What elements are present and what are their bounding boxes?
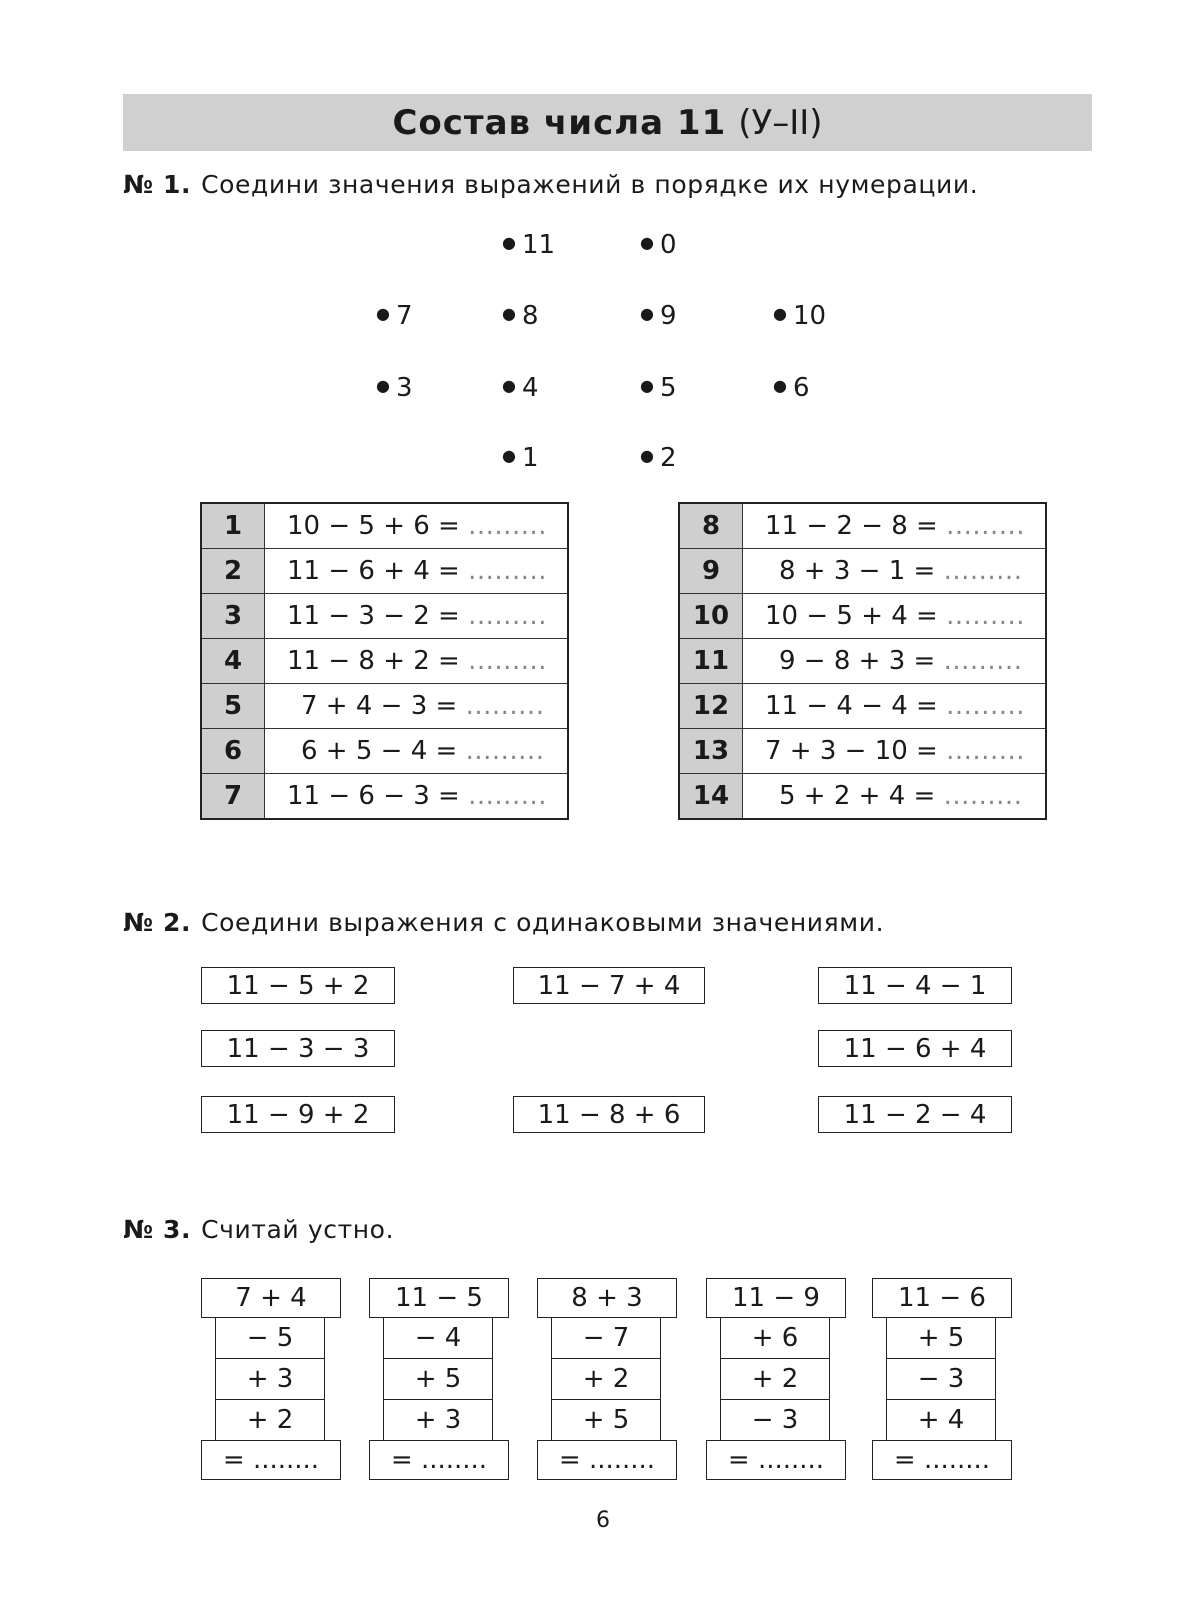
chain-step: + 3 <box>215 1359 325 1400</box>
dot-point[interactable]: ● 0 <box>640 230 677 260</box>
dot-point[interactable]: ● 1 <box>502 443 539 473</box>
task-2-heading <box>123 908 884 937</box>
dot-point[interactable]: ● 8 <box>502 301 539 331</box>
expression: 6 + 5 − 4 = <box>301 736 458 766</box>
table-row: 2 11 − 6 + 4 = ......... <box>201 549 568 594</box>
page-title-band <box>123 94 1092 151</box>
expression-box[interactable]: 11 − 3 − 3 <box>201 1030 395 1067</box>
answer-blank[interactable]: ......... <box>465 691 545 721</box>
answer-blank[interactable]: ......... <box>943 556 1023 586</box>
dot-point[interactable]: ● 6 <box>773 373 810 403</box>
dot-point[interactable]: ● 9 <box>640 301 677 331</box>
chain-start: 8 + 3 <box>537 1278 677 1318</box>
table-row: 3 11 − 3 − 2 = ......... <box>201 594 568 639</box>
answer-blank[interactable]: ......... <box>943 781 1023 811</box>
dot-point[interactable]: ● 2 <box>640 443 677 473</box>
expression-box[interactable]: 11 − 8 + 6 <box>513 1096 705 1133</box>
expression: 7 + 3 − 10 = <box>765 736 938 766</box>
calc-chain <box>201 1278 341 1480</box>
expression: 5 + 2 + 4 = <box>779 781 936 811</box>
expression: 11 − 3 − 2 = <box>287 601 460 631</box>
expression-box[interactable]: 11 − 4 − 1 <box>818 967 1012 1004</box>
expression: 9 − 8 + 3 = <box>779 646 936 676</box>
page-title-code: (У–II) <box>738 102 823 143</box>
expression: 11 − 4 − 4 = <box>765 691 938 721</box>
chain-step: + 2 <box>551 1359 661 1400</box>
chain-step: − 3 <box>720 1400 830 1441</box>
chain-start: 7 + 4 <box>201 1278 341 1318</box>
table-row: 1 10 − 5 + 6 = ......... <box>201 503 568 549</box>
answer-blank[interactable]: ......... <box>946 691 1026 721</box>
task-1-heading <box>123 170 978 199</box>
expression: 7 + 4 − 3 = <box>301 691 458 721</box>
chain-step: + 5 <box>383 1359 493 1400</box>
page-title: Состав числа 11 <box>392 102 727 143</box>
task-2-text: Соедини выражения с одинаковыми значениями. <box>201 908 885 937</box>
table-row: 13 7 + 3 − 10 = ......... <box>679 729 1046 774</box>
answer-blank[interactable]: ......... <box>468 781 548 811</box>
expression: 11 − 8 + 2 = <box>287 646 460 676</box>
chain-start: 11 − 5 <box>369 1278 509 1318</box>
answer-blank[interactable]: ......... <box>468 556 548 586</box>
answer-blank[interactable]: ......... <box>468 646 548 676</box>
calc-chain <box>706 1278 846 1480</box>
calc-chain <box>369 1278 509 1480</box>
table-row: 14 5 + 2 + 4 = ......... <box>679 774 1046 820</box>
answer-blank[interactable]: ......... <box>468 511 548 541</box>
chain-step: + 3 <box>383 1400 493 1441</box>
chain-step: + 6 <box>720 1318 830 1359</box>
table-row: 11 9 − 8 + 3 = ......... <box>679 639 1046 684</box>
calc-chain <box>872 1278 1012 1480</box>
expression: 11 − 2 − 8 = <box>765 511 938 541</box>
chain-result[interactable]: = ........ <box>201 1440 341 1480</box>
expressions-table-right <box>678 502 1047 820</box>
chain-step: + 2 <box>720 1359 830 1400</box>
answer-blank[interactable]: ......... <box>465 736 545 766</box>
expression-box[interactable]: 11 − 2 − 4 <box>818 1096 1012 1133</box>
task-1-text: Соедини значения выражений в порядке их нумерации. <box>201 170 979 199</box>
dot-point[interactable]: ● 5 <box>640 373 677 403</box>
chain-result[interactable]: = ........ <box>706 1440 846 1480</box>
answer-blank[interactable]: ......... <box>946 736 1026 766</box>
chain-step: − 7 <box>551 1318 661 1359</box>
dot-point[interactable]: ● 7 <box>376 301 413 331</box>
table-row: 7 11 − 6 − 3 = ......... <box>201 774 568 820</box>
table-row: 10 10 − 5 + 4 = ......... <box>679 594 1046 639</box>
chain-step: + 2 <box>215 1400 325 1441</box>
dot-point[interactable]: ● 10 <box>773 301 827 331</box>
task-3-number: № 3. <box>123 1215 192 1244</box>
table-row: 5 7 + 4 − 3 = ......... <box>201 684 568 729</box>
expression-box[interactable]: 11 − 5 + 2 <box>201 967 395 1004</box>
table-row: 4 11 − 8 + 2 = ......... <box>201 639 568 684</box>
expression: 10 − 5 + 6 = <box>287 511 460 541</box>
chain-result[interactable]: = ........ <box>872 1440 1012 1480</box>
dot-point[interactable]: ● 3 <box>376 373 413 403</box>
task-3-text: Считай устно. <box>201 1215 395 1244</box>
table-row: 9 8 + 3 − 1 = ......... <box>679 549 1046 594</box>
task-2-number: № 2. <box>123 908 192 937</box>
answer-blank[interactable]: ......... <box>468 601 548 631</box>
calc-chain <box>537 1278 677 1480</box>
expression-box[interactable]: 11 − 9 + 2 <box>201 1096 395 1133</box>
expressions-table-left <box>200 502 569 820</box>
chain-start: 11 − 6 <box>872 1278 1012 1318</box>
chain-step: − 5 <box>215 1318 325 1359</box>
expression: 11 − 6 + 4 = <box>287 556 460 586</box>
answer-blank[interactable]: ......... <box>946 601 1026 631</box>
dot-point[interactable]: ● 4 <box>502 373 539 403</box>
chain-step: + 4 <box>886 1400 996 1441</box>
chain-result[interactable]: = ........ <box>537 1440 677 1480</box>
table-row: 8 11 − 2 − 8 = ......... <box>679 503 1046 549</box>
chain-step: + 5 <box>886 1318 996 1359</box>
page-number: 6 <box>596 1508 610 1533</box>
expression-box[interactable]: 11 − 7 + 4 <box>513 967 705 1004</box>
expression: 8 + 3 − 1 = <box>779 556 936 586</box>
expression: 11 − 6 − 3 = <box>287 781 460 811</box>
chain-step: − 3 <box>886 1359 996 1400</box>
task-1-number: № 1. <box>123 170 192 199</box>
chain-result[interactable]: = ........ <box>369 1440 509 1480</box>
chain-step: − 4 <box>383 1318 493 1359</box>
table-row: 6 6 + 5 − 4 = ......... <box>201 729 568 774</box>
answer-blank[interactable]: ......... <box>943 646 1023 676</box>
chain-start: 11 − 9 <box>706 1278 846 1318</box>
answer-blank[interactable]: ......... <box>946 511 1026 541</box>
dot-point[interactable]: ● 11 <box>502 230 556 260</box>
expression: 10 − 5 + 4 = <box>765 601 938 631</box>
expression-box[interactable]: 11 − 6 + 4 <box>818 1030 1012 1067</box>
table-row: 12 11 − 4 − 4 = ......... <box>679 684 1046 729</box>
chain-step: + 5 <box>551 1400 661 1441</box>
task-3-heading <box>123 1215 394 1244</box>
